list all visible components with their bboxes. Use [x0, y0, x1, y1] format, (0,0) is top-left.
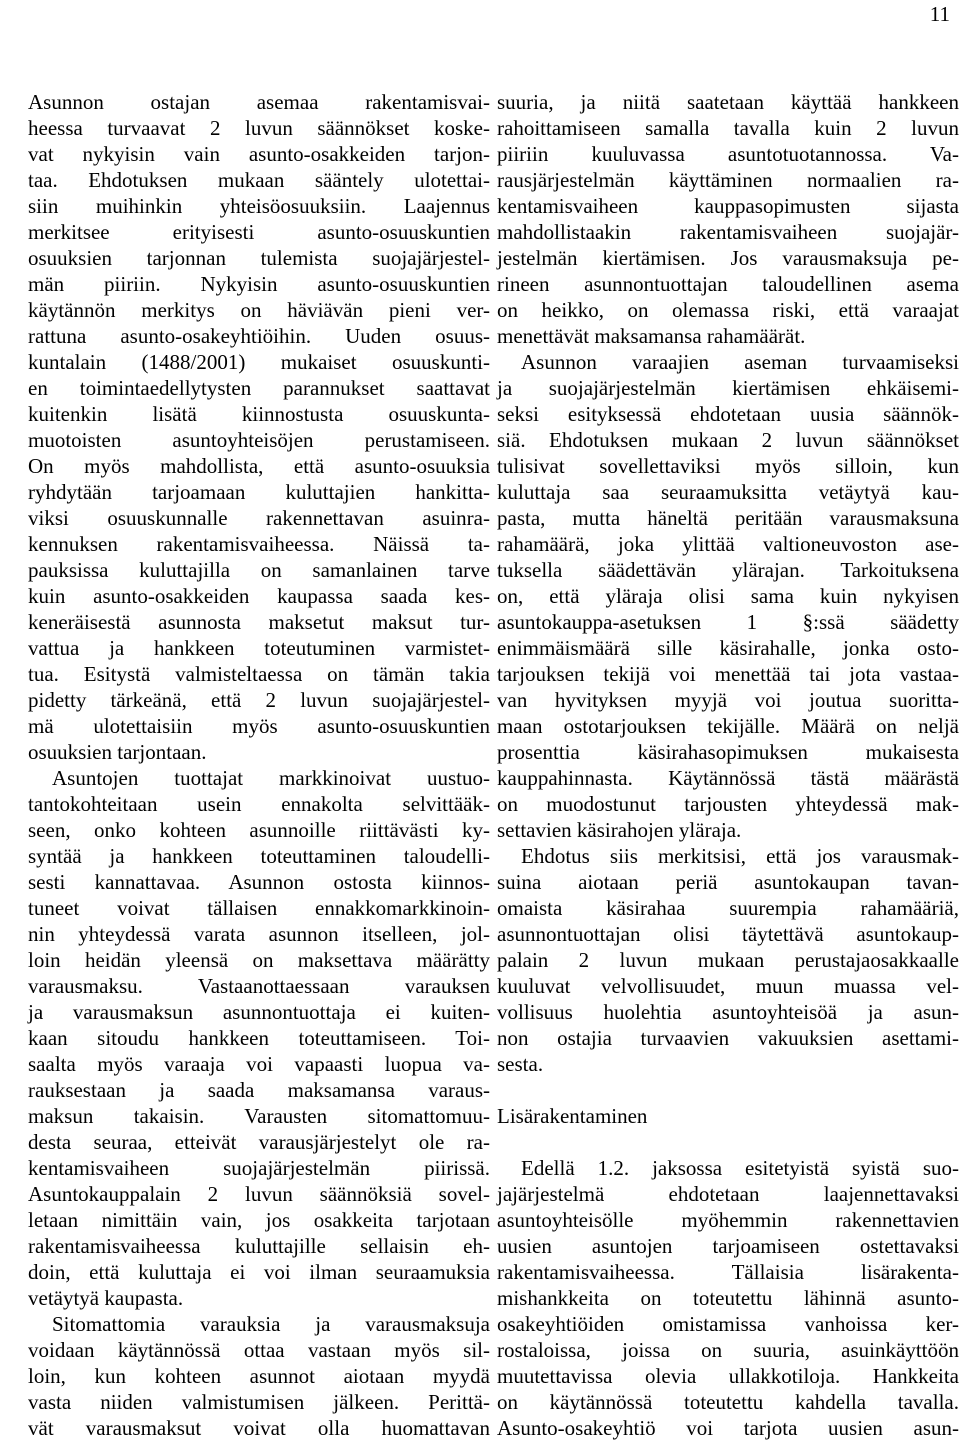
- text-line: Asuntokauppalain 2 luvun säännöksiä sovel-: [28, 1182, 490, 1206]
- text-line: vät varausmaksut voivat olla huomattavan: [28, 1416, 490, 1440]
- text-line: rakentamisvaiheessa kuluttajille sellaisin eh-: [28, 1234, 490, 1258]
- text-line: kauppahinnasta. Käytännössä tästä määrästä: [497, 766, 959, 790]
- right-text-column: [497, 89, 959, 1441]
- text-line: on muodostunut tarjousten yhteydessä mak-: [497, 792, 959, 816]
- text-line: kuitenkin lisätä kiinnostusta osuuskunta-: [28, 402, 490, 426]
- paragraph-gap: [497, 1129, 959, 1155]
- paragraph-gap: [497, 1077, 959, 1103]
- text-line: seen, onko kohteen asunnoille riittävästi ky-: [28, 818, 490, 842]
- text-line: jestelmän kiertämisen. Jos varausmaksuja pe-: [497, 246, 959, 270]
- text-line: Asuntojen tuottajat markkinoivat uustuo-: [52, 766, 490, 790]
- text-line: asunnontuottajan olisi täytettävä asuntokaup-: [497, 922, 959, 946]
- text-line: nin yhteydessä varata asunnon itselleen, jol-: [28, 922, 490, 946]
- text-line: pasta, mutta häneltä peritään varausmaksuna: [497, 506, 959, 530]
- text-line: Asunto-osakeyhtiö voi tarjota uusien asun-: [497, 1416, 959, 1440]
- text-line: on käytännössä toteutettu kahdella tavalla.: [497, 1390, 959, 1414]
- text-line: rauksestaan ja saada maksamansa varaus-: [28, 1078, 490, 1102]
- text-line: mishankkeita on toteutettu lähinnä asunto-: [497, 1286, 959, 1310]
- text-line: kuluttaja saa seuraamuksitta vetäytyä kau-: [497, 480, 959, 504]
- text-line: kuntalain (1488/2001) mukaiset osuuskunti-: [28, 350, 490, 374]
- text-line: rahamäärä, joka ylittää valtioneuvoston ase-: [497, 532, 959, 556]
- text-line: suuria, ja niitä saatetaan käyttää hankkeen: [497, 90, 959, 114]
- text-line: ryhdytään tarjoamaan kuluttajien hankitta-: [28, 480, 490, 504]
- text-line: ja suojajärjestelmän kiertämisen ehkäisemi-: [497, 376, 959, 400]
- text-line: kaan sitoudu hankkeen toteuttamiseen. Toi-: [28, 1026, 490, 1050]
- text-line: suina aiotaan periä asuntokaupan tavan-: [497, 870, 959, 894]
- text-line: On myös mahdollista, että asunto-osuuksia: [28, 454, 490, 478]
- text-line: tantokohteitaan usein ennakolta selvittääk-: [28, 792, 490, 816]
- text-line: Asunnon ostajan asemaa rakentamisvai-: [28, 90, 490, 114]
- text-line: rattuna asunto-osakeyhtiöihin. Uuden osuus-: [28, 324, 490, 348]
- text-line: pauksissa kuluttajilla on samanlainen tarve: [28, 558, 490, 582]
- text-line: asuntoyhteisölle myöhemmin rakennettavien: [497, 1208, 959, 1232]
- text-line: Asunnon varaajien aseman turvaamiseksi: [521, 350, 959, 374]
- text-line: siä. Ehdotuksen mukaan 2 luvun säännökset: [497, 428, 959, 452]
- text-line: menettävät maksamansa rahamäärät.: [497, 324, 806, 348]
- text-line: jajärjestelmä ehdotetaan laajennettavaksi: [497, 1182, 959, 1206]
- text-line: osakeyhtiöiden omistamissa vanhoissa ker-: [497, 1312, 959, 1336]
- text-line: maksun takaisin. Varausten sitomattomuu-: [28, 1104, 490, 1128]
- text-line: seksi esityksessä ehdotetaan uusia säännök-: [497, 402, 959, 426]
- text-line: siin muihinkin yhteisöosuuksiin. Laajennus: [28, 194, 490, 218]
- text-line: doin, että kuluttaja ei voi ilman seuraamuksia: [28, 1260, 490, 1284]
- text-line: pidetty tärkeänä, että 2 luvun suojajärjestel-: [28, 688, 490, 712]
- page-number: 11: [929, 2, 950, 26]
- text-line: osuuksien tarjonnan tulemista suojajärjestel-: [28, 246, 490, 270]
- text-line: uusien asuntojen tarjoamiseen ostettavaksi: [497, 1234, 959, 1258]
- text-line: non ostajia turvaavien vakuuksien asettami-: [497, 1026, 959, 1050]
- text-line: ja varausmaksun asunnontuottaja ei kuiten-: [28, 1000, 490, 1024]
- text-line: maan ostotarjouksen tekijälle. Määrä on neljä: [497, 714, 959, 738]
- text-line: vat nykyisin vain asunto-osakkeiden tarjon-: [28, 142, 490, 166]
- text-line: rahoittamiseen samalla tavalla kuin 2 luvun: [497, 116, 959, 140]
- text-line: omaista käsirahaa suurempia rahamääriä,: [497, 896, 959, 920]
- text-line: taa. Ehdotuksen mukaan sääntely ulotettai-: [28, 168, 490, 192]
- text-line: rausjärjestelmän käyttäminen normaalien ra-: [497, 168, 959, 192]
- text-line: on, että yläraja olisi sama kuin nykyisen: [497, 584, 959, 608]
- text-line: rostaloissa, joissa on suuria, asuinkäyttöön: [497, 1338, 959, 1362]
- text-line: merkitsee erityisesti asunto-osuuskuntien: [28, 220, 490, 244]
- text-line: muutettavissa olevia ullakkotiloja. Hankkeita: [497, 1364, 959, 1388]
- text-line: letaan nimittäin vain, jos osakkeita tarjotaan: [28, 1208, 490, 1232]
- text-line: van hyvityksen myyjä voi joutua suoritta-: [497, 688, 959, 712]
- text-line: kuuluvat velvollisuudet, muun muassa vel-: [497, 974, 959, 998]
- text-line: loin, kun kohteen asunnot aiotaan myydä: [28, 1364, 490, 1388]
- text-line: tua. Esitystä valmisteltaessa on tämän takia: [28, 662, 490, 686]
- text-line: vetäytyä kaupasta.: [28, 1286, 184, 1310]
- text-line: tulisivat sovellettaviksi myös silloin, kun: [497, 454, 959, 478]
- text-line: voidaan käytännössä ottaa vastaan myös sil-: [28, 1338, 490, 1362]
- section-heading: Lisärakentaminen: [497, 1104, 648, 1128]
- text-line: sesti kannattavaa. Asunnon ostosta kiinnos-: [28, 870, 490, 894]
- text-line: varausmaksu. Vastaanottaessaan varauksen: [28, 974, 490, 998]
- text-line: Ehdotus siis merkitsisi, että jos varausmak-: [521, 844, 959, 868]
- text-line: kentamisvaiheen suojajärjestelmän piirissä.: [28, 1156, 490, 1180]
- text-line: kennuksen rakentamisvaiheessa. Näissä ta-: [28, 532, 490, 556]
- text-line: tuksella säädettävän ylärajan. Tarkoituksena: [497, 558, 959, 582]
- text-line: käytännön merkitys on häviävän pieni ver-: [28, 298, 490, 322]
- text-line: Edellä 1.2. jaksossa esitetyistä syistä suo-: [521, 1156, 959, 1180]
- text-line: rineen asunnontuottajan taloudellinen asema: [497, 272, 959, 296]
- text-line: asuntokauppa-asetuksen 1 §:ssä säädetty: [497, 610, 959, 634]
- text-line: tarjouksen tekijä voi menettää tai jota vastaa-: [497, 662, 959, 686]
- text-line: vasta niiden valmistumisen jälkeen. Perittä-: [28, 1390, 490, 1414]
- text-line: palain 2 luvun mukaan perustajaosakkaalle: [497, 948, 959, 972]
- text-line: settavien käsirahojen yläraja.: [497, 818, 742, 842]
- text-line: tuneet voivat tällaisen ennakkomarkkinoin-: [28, 896, 490, 920]
- text-line: kentamisvaiheen kauppasopimusten sijasta: [497, 194, 959, 218]
- text-line: kuin asunto-osakkeiden kaupassa saada kes-: [28, 584, 490, 608]
- text-line: prosenttia käsirahasopimuksen mukaisesta: [497, 740, 959, 764]
- text-line: piiriin kuuluvassa asuntotuotannossa. Va-: [497, 142, 959, 166]
- text-line: sesta.: [497, 1052, 544, 1076]
- text-line: viksi osuuskunnalle rakennettavan asuinra-: [28, 506, 490, 530]
- text-line: vattua ja hankkeen toteutuminen varmistet-: [28, 636, 490, 660]
- text-line: enimmäismäärä sille käsirahalle, jonka osto-: [497, 636, 959, 660]
- text-line: saalta myös varaaja voi vapaasti luopua va-: [28, 1052, 490, 1076]
- text-line: heessa turvaavat 2 luvun säännökset koske-: [28, 116, 490, 140]
- text-line: desta seuraa, etteivät varausjärjestelyt ole ra-: [28, 1130, 490, 1154]
- text-line: osuuksien tarjontaan.: [28, 740, 207, 764]
- text-line: mä ulotettaisiin myös asunto-osuuskuntien: [28, 714, 490, 738]
- text-line: muotoisten asuntoyhteisöjen perustamiseen.: [28, 428, 490, 452]
- text-line: Sitomattomia varauksia ja varausmaksuja: [52, 1312, 490, 1336]
- text-line: mahdollistaakin rakentamisvaiheen suojajär-: [497, 220, 959, 244]
- text-line: vollisuus huolehtia asuntoyhteisöä ja asun-: [497, 1000, 959, 1024]
- text-line: rakentamisvaiheessa. Tällaisia lisärakenta-: [497, 1260, 959, 1284]
- left-text-column: [28, 89, 490, 1441]
- text-line: keneräisestä asunnosta maksetut maksut tur-: [28, 610, 490, 634]
- text-line: syntää ja hankkeen toteuttaminen taloudelli-: [28, 844, 490, 868]
- text-line: on heikko, on olemassa riski, että varaajat: [497, 298, 959, 322]
- text-line: en toimintaedellytysten parannukset saattavat: [28, 376, 490, 400]
- text-line: loin heidän yleensä on maksettava määrätty: [28, 948, 490, 972]
- text-line: män piiriin. Nykyisin asunto-osuuskuntien: [28, 272, 490, 296]
